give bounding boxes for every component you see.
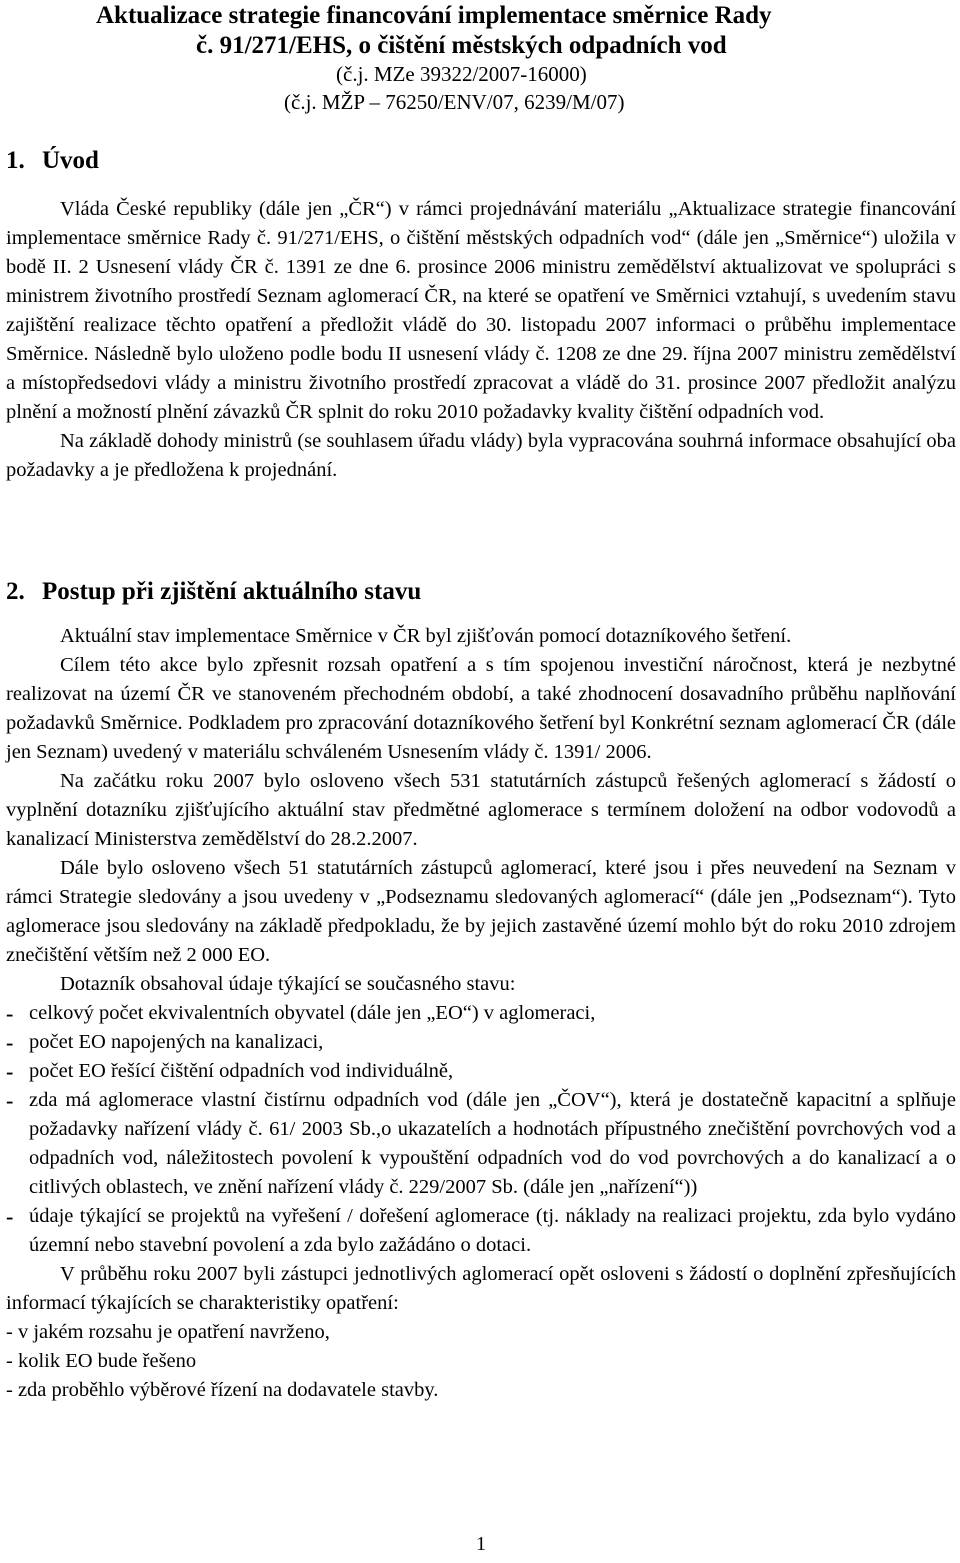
measure-characteristics	[6, 1318, 956, 1405]
title-line-1: Aktualizace strategie financování implementace směrnice Rady	[96, 2, 772, 29]
list-item: - celkový počet ekvivalentních obyvatel (dále jen „EO“) v aglomeraci,	[6, 1001, 596, 1026]
list-item: - zda má aglomerace vlastní čistírnu odpadních vod (dále jen „ČOV“), která je dostatečně kapacitní a splňuje požadavky nařízení vlády č. 61/ 2003 Sb.,o ukazatelích a hodnotách přípustného znečištění povrchových vod a odpadních vod, náležitostech povolení k vypouštění odpadních vod do vod povrchových a do kanalizací a o citlivých oblastech, ve znění nařízení vlády č. 229/2007 Sb. (dále jen „nařízení“))	[6, 1088, 956, 1198]
list-item: - v jakém rozsahu je opatření navrženo,	[6, 1321, 330, 1343]
reference-mzp: (č.j. MŽP – 76250/ENV/07, 6239/M/07)	[284, 90, 625, 114]
section-2-paragraph-4: Dále bylo osloveno všech 51 statutárních zástupců aglomerací, které jsou i přes neuvedení na Seznam v rámci Strategie sledovány a jsou uvedeny v „Podseznamu sledovaných aglomerací“ (dále jen „Podseznam“). Tyto aglomerace jsou sledovány na základě předpokladu, že by jejich zastavěné území mohlo být do roku 2010 zdrojem znečištění větším než 2 000 EO.	[6, 857, 956, 966]
list-item: - počet EO řešící čištění odpadních vod individuálně,	[6, 1059, 454, 1084]
title-line-2: č. 91/271/EHS, o čištění městských odpadních vod	[196, 32, 727, 59]
questionnaire-items	[6, 999, 956, 1260]
page-number: 1	[476, 1533, 486, 1555]
section-1-paragraph-2: Na základě dohody ministrů (se souhlasem úřadu vlády) byla vypracována souhrná informace obsahující oba požadavky a je předložena k projednání.	[6, 430, 956, 481]
list-item: - kolik EO bude řešeno	[6, 1350, 197, 1372]
reference-mze: (č.j. MZe 39322/2007-16000)	[336, 62, 587, 86]
section-1-body	[6, 195, 956, 485]
section-2-paragraph-3: Na začátku roku 2007 bylo osloveno všech 531 statutárních zástupců řešených aglomerací s žádostí o vyplnění dotazníku zjišťujícího aktuální stav předmětné aglomerace s termínem doložení na odbor vodovodů a kanalizací Ministerstva zemědělství do 28.2.2007.	[6, 770, 956, 850]
section-2-paragraph-2: Cílem této akce bylo zpřesnit rozsah opatření a s tím spojenou investiční náročnost, která je nezbytné realizovat na území ČR ve stanoveném přechodném období, a také zhodnocení dosavadního průběhu naplňování požadavků Směrnice. Podkladem pro zpracování dotazníkového šetření byl Konkrétní seznam aglomerací ČR (dále jen Seznam) uvedený v materiálu schváleném Usnesením vlády č. 1391/ 2006.	[6, 654, 956, 763]
list-item: - zda proběhlo výběrové řízení na dodavatele stavby.	[6, 1379, 439, 1401]
list-item: - počet EO napojených na kanalizaci,	[6, 1030, 324, 1055]
section-2-title: Postup při zjištění aktuálního stavu	[42, 578, 422, 605]
section-1-title: Úvod	[42, 147, 99, 174]
section-1-paragraph-1: Vláda České republiky (dále jen „ČR“) v rámci projednávání materiálu „Aktualizace strategie financování implementace směrnice Rady č. 91/271/EHS, o čištění městských odpadních vod“ (dále jen „Směrnice“) uložila v bodě II. 2 Usnesení vlády ČR č. 1391 ze dne 6. prosince 2006 ministru zemědělství aktualizovat ve spolupráci s ministrem životního prostředí Seznam aglomerací ČR, na které se opatření ve Směrnici vztahují, s uvedením stavu zajištění realizace těchto opatření a předložit vládě do 30. listopadu 2007 informaci o průběhu implementace Směrnice. Následně bylo uloženo podle bodu II usnesení vlády č. 1208 ze dne 29. října 2007 ministru zemědělství a místopředsedovi vlády a ministru životního prostředí zpracovat a vládě do 31. prosince 2007 předložit analýzu plnění a možností plnění závazků ČR splnit do roku 2010 požadavky kvality čištění odpadních vod.	[6, 198, 956, 423]
section-2-paragraph-5: Dotazník obsahoval údaje týkající se současného stavu:	[60, 973, 516, 995]
section-2-heading	[6, 577, 421, 607]
section-1-heading	[6, 146, 99, 176]
section-2-paragraph-1: Aktuální stav implementace Směrnice v ČR byl zjišťován pomocí dotazníkového šetření.	[60, 625, 792, 647]
section-2-paragraph-6: V průběhu roku 2007 byli zástupci jednotlivých aglomerací opět osloveni s žádostí o doplnění zpřesňujících informací týkajících se charakteristiky opatření:	[6, 1263, 956, 1314]
section-1-number: 1.	[6, 147, 25, 174]
list-item: - údaje týkající se projektů na vyřešení / dořešení aglomerace (tj. náklady na realizaci projektu, zda bylo vydáno územní nebo stavební povolení a zda bylo zažádáno o dotaci.	[6, 1204, 956, 1256]
section-2-body	[6, 622, 956, 1405]
section-2-number: 2.	[6, 578, 25, 605]
